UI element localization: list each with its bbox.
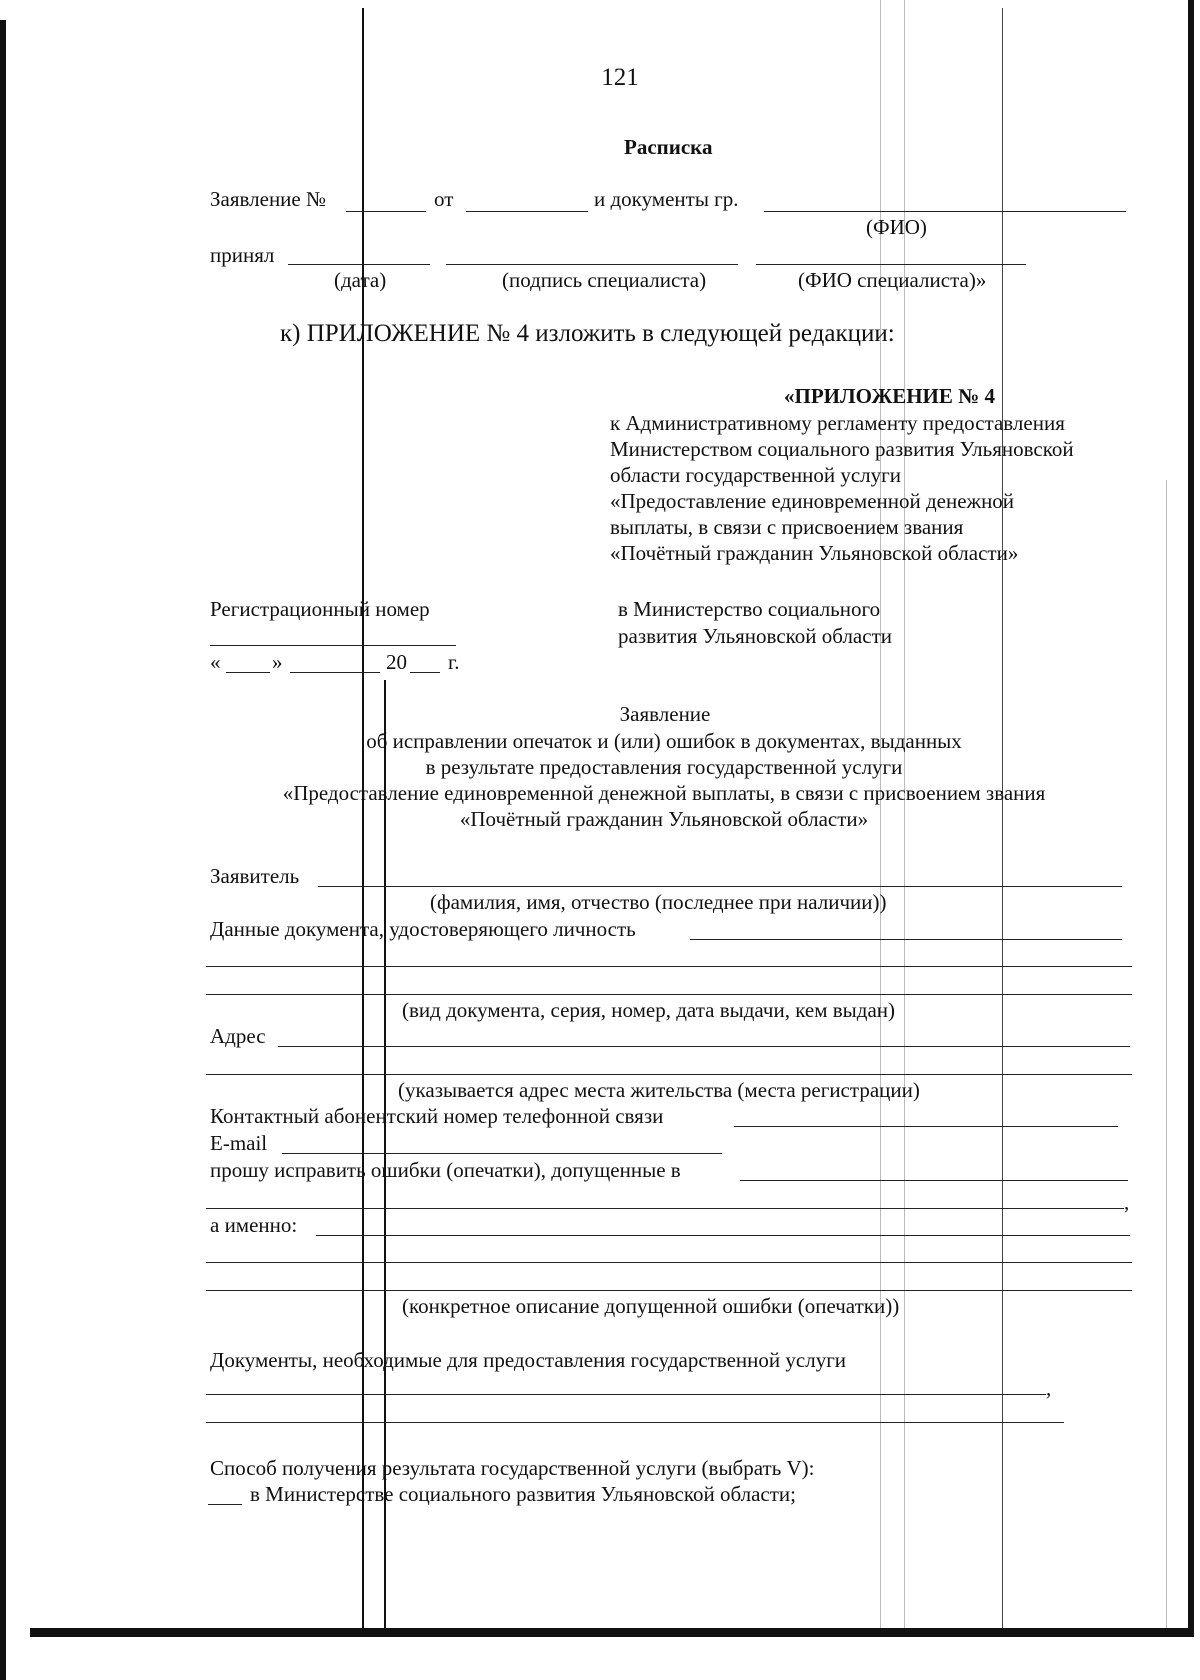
application-subtitle-line: об исправлении опечаток и (или) ошибок в документах, выданных xyxy=(366,729,962,753)
registration-number-field[interactable] xyxy=(210,645,456,646)
fix-request-comma: , xyxy=(1124,1190,1130,1214)
error-description-field-line[interactable] xyxy=(206,1262,1132,1263)
page-number: 121 xyxy=(601,64,639,91)
receipt-title: Расписка xyxy=(624,135,713,159)
id-document-field-line[interactable] xyxy=(206,966,1132,967)
address-label: Адрес xyxy=(210,1024,266,1048)
registration-date-close: » xyxy=(272,650,283,674)
registration-date-open: « xyxy=(210,650,221,674)
annex-line: Министерством социального развития Ульяновской xyxy=(610,437,1074,461)
application-subtitle-line: «Предоставление единовременной денежной выплаты, в связи с присвоением звания xyxy=(282,781,1046,805)
registration-day-field[interactable] xyxy=(226,672,270,673)
annex-line: выплаты, в связи с присвоением звания xyxy=(610,515,964,539)
documents-comma: , xyxy=(1046,1376,1052,1400)
method-option1-label: в Министерстве социального развития Ульяновской области; xyxy=(250,1482,796,1506)
error-caption: (конкретное описание допущенной ошибки (опечатки)) xyxy=(402,1294,900,1318)
addressee-line: в Министерство социального xyxy=(618,597,881,621)
email-field[interactable] xyxy=(282,1153,722,1154)
documents-field[interactable] xyxy=(206,1394,1046,1395)
annex-title: «ПРИЛОЖЕНИЕ № 4 xyxy=(784,384,996,408)
error-description-field-line[interactable] xyxy=(206,1290,1132,1291)
annex-line: «Предоставление единовременной денежной xyxy=(610,489,1015,513)
registration-year-prefix: 20 xyxy=(386,650,407,674)
registration-year-suffix: г. xyxy=(448,650,460,674)
amendment-heading: к) ПРИЛОЖЕНИЕ № 4 изложить в следующей редакции: xyxy=(280,320,895,347)
addressee-line: развития Ульяновской области xyxy=(618,624,892,648)
receipt-signature-caption: (подпись специалиста) xyxy=(502,268,707,292)
applicant-caption: (фамилия, имя, отчество (последнее при наличии)) xyxy=(430,890,887,914)
scan-bottom-edge xyxy=(30,1628,1194,1637)
receipt-docs-label: и документы гр. xyxy=(594,187,739,211)
documents-label: Документы, необходимые для предоставления государственной услуги xyxy=(210,1348,847,1372)
error-description-field[interactable] xyxy=(316,1235,1130,1236)
receipt-citizen-field[interactable] xyxy=(764,211,1126,212)
documents-field-line[interactable] xyxy=(206,1422,1064,1423)
application-title: Заявление xyxy=(619,702,711,726)
phone-label: Контактный абонентский номер телефонной связи xyxy=(210,1104,664,1128)
phone-field[interactable] xyxy=(734,1126,1118,1127)
annex-line: к Административному регламенту предоставления xyxy=(610,411,1065,435)
id-document-field[interactable] xyxy=(690,939,1122,940)
id-document-field-line[interactable] xyxy=(206,994,1132,995)
receipt-specialist-field[interactable] xyxy=(756,264,1026,265)
registration-month-field[interactable] xyxy=(290,672,380,673)
annex-line: «Почётный гражданин Ульяновской области» xyxy=(610,541,1019,565)
receipt-accepted-label: принял xyxy=(210,243,275,267)
fix-request-label: прошу исправить ошибки (опечатки), допущенные в xyxy=(210,1158,681,1182)
id-document-label: Данные документа, удостоверяющего личность xyxy=(210,917,636,941)
scan-faint-line-3 xyxy=(1166,480,1167,1628)
application-subtitle-line: «Почётный гражданин Ульяновской области» xyxy=(459,807,869,831)
address-field[interactable] xyxy=(278,1046,1130,1047)
application-subtitle-line: в результате предоставления государственной услуги xyxy=(425,755,903,779)
applicant-label: Заявитель xyxy=(210,864,300,888)
address-field-line[interactable] xyxy=(206,1074,1132,1075)
registration-year-field[interactable] xyxy=(410,672,440,673)
email-label: E-mail xyxy=(210,1131,268,1155)
annex-line: области государственной услуги xyxy=(610,463,902,487)
method-label: Способ получения результата государственной услуги (выбрать V): xyxy=(210,1456,815,1480)
fix-request-field[interactable] xyxy=(740,1180,1128,1181)
method-option1-checkbox[interactable] xyxy=(208,1504,242,1505)
receipt-number-field[interactable] xyxy=(346,211,426,212)
receipt-fio-caption: (ФИО) xyxy=(866,215,927,239)
registration-label: Регистрационный номер xyxy=(210,597,430,621)
applicant-name-field[interactable] xyxy=(318,886,1122,887)
receipt-date-field[interactable] xyxy=(466,211,588,212)
scan-left-edge xyxy=(0,20,6,1680)
receipt-date-caption: (дата) xyxy=(334,268,387,292)
fix-request-field-line[interactable] xyxy=(206,1208,1124,1209)
receipt-accept-date-field[interactable] xyxy=(288,264,430,265)
namely-label: а именно: xyxy=(210,1213,298,1237)
address-caption: (указывается адрес места жительства (места регистрации) xyxy=(398,1078,920,1102)
receipt-from-label: от xyxy=(434,187,454,211)
id-document-caption: (вид документа, серия, номер, дата выдачи, кем выдан) xyxy=(402,998,895,1022)
receipt-specialist-caption: (ФИО специалиста)» xyxy=(798,268,987,292)
receipt-signature-field[interactable] xyxy=(446,264,738,265)
receipt-application-label: Заявление № xyxy=(210,187,327,211)
